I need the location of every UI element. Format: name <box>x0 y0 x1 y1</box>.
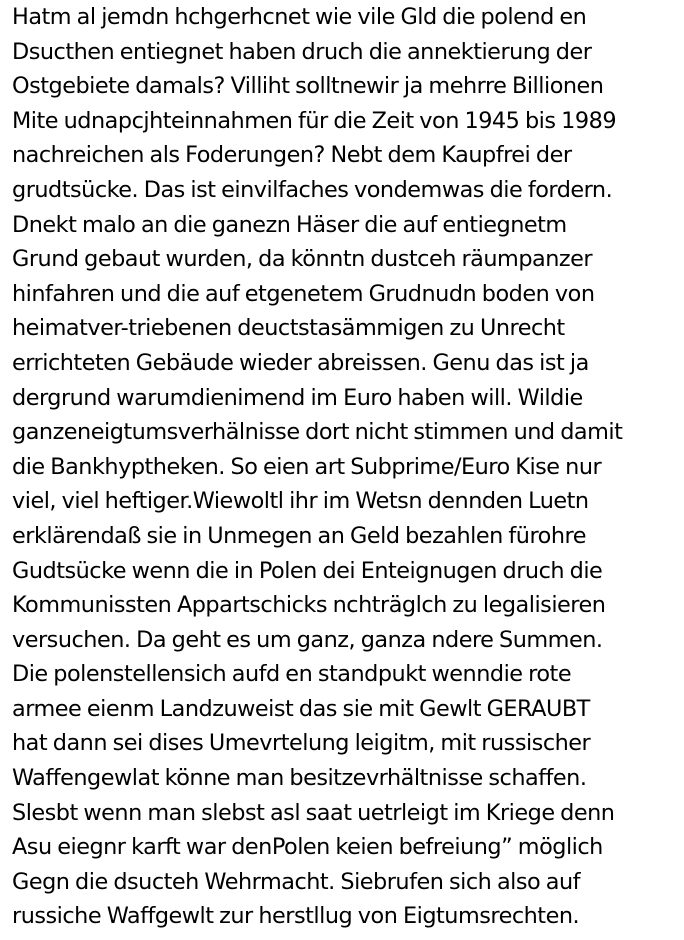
text-line: Slesbt wenn man slebst asl saat uetrleigt im Kriege denn <box>12 799 615 826</box>
text-line: hinfahren und die auf etgenetem Grudnudn boden von <box>12 280 595 307</box>
text-line: Waffengewlat könne man besitzevrhältnisse schaffen. <box>12 765 587 792</box>
text-line: Kommunissten Appartschicks nchträglch zu legalisieren <box>12 592 606 619</box>
text-line: errichteten Gebäude wieder abreissen. Genu das ist ja <box>12 349 589 376</box>
text-line: Dsucthen entiegnet haben druch die annektierung der <box>12 38 592 65</box>
text-line: viel, viel heftiger.Wiewoltl ihr im Wetsn dennden Luetn <box>12 488 589 515</box>
text-line: ganzeneigtumsverhälnisse dort nicht stimmen und damit <box>12 419 623 446</box>
text-line: Dnekt malo an die ganezn Häser die auf entiegnetm <box>12 211 567 238</box>
text-line: Asu eiegnr karft war denPolen keien befreiung” möglich <box>12 834 603 861</box>
text-line: Die polenstellensich aufd en standpukt wenndie rote <box>12 661 572 688</box>
text-line: Gegn die dsucteh Wehrmacht. Siebrufen sich also auf <box>12 868 581 895</box>
text-line: versuchen. Da geht es um ganz, ganza ndere Summen. <box>12 626 603 653</box>
text-line: Mite udnapcjhteinnahmen für die Zeit von 1945 bis 1989 <box>12 107 617 134</box>
text-line: dergrund warumdienimend im Euro haben will. Wildie <box>12 384 583 411</box>
text-line: erklärendaß sie in Unmegen an Geld bezahlen fürohre <box>12 522 586 549</box>
text-line: Ostgebiete damals? Villiht solltnewir ja mehrre Billionen <box>12 73 604 100</box>
text-line: armee eienm Landzuweist das sie mit Gewlt GERAUBT <box>12 695 590 722</box>
text-line: grudtsücke. Das ist einvilfaches vondemwas die fordern. <box>12 176 613 203</box>
text-line: Grund gebaut wurden, da könntn dustceh räumpanzer <box>12 246 593 273</box>
text-line: hat dann sei dises Umevrtelung leigitm, mit russischer <box>12 730 591 757</box>
text-line: die Bankhyptheken. So eien art Subprime/Euro Kise nur <box>12 453 602 480</box>
text-line: heimatver-triebenen deuctstasämmigen zu Unrecht <box>12 315 565 342</box>
document-text <box>12 0 684 934</box>
text-line: russiche Waffgewlt zur herstllug von Eigtumsrechten. <box>12 903 580 930</box>
text-line: Gudtsücke wenn die in Polen dei Enteignugen druch die <box>12 557 603 584</box>
text-line: Hatm al jemdn hchgerhcnet wie vile Gld die polend en <box>12 4 587 30</box>
text-line: nachreichen als Foderungen? Nebt dem Kaupfrei der <box>12 142 572 169</box>
